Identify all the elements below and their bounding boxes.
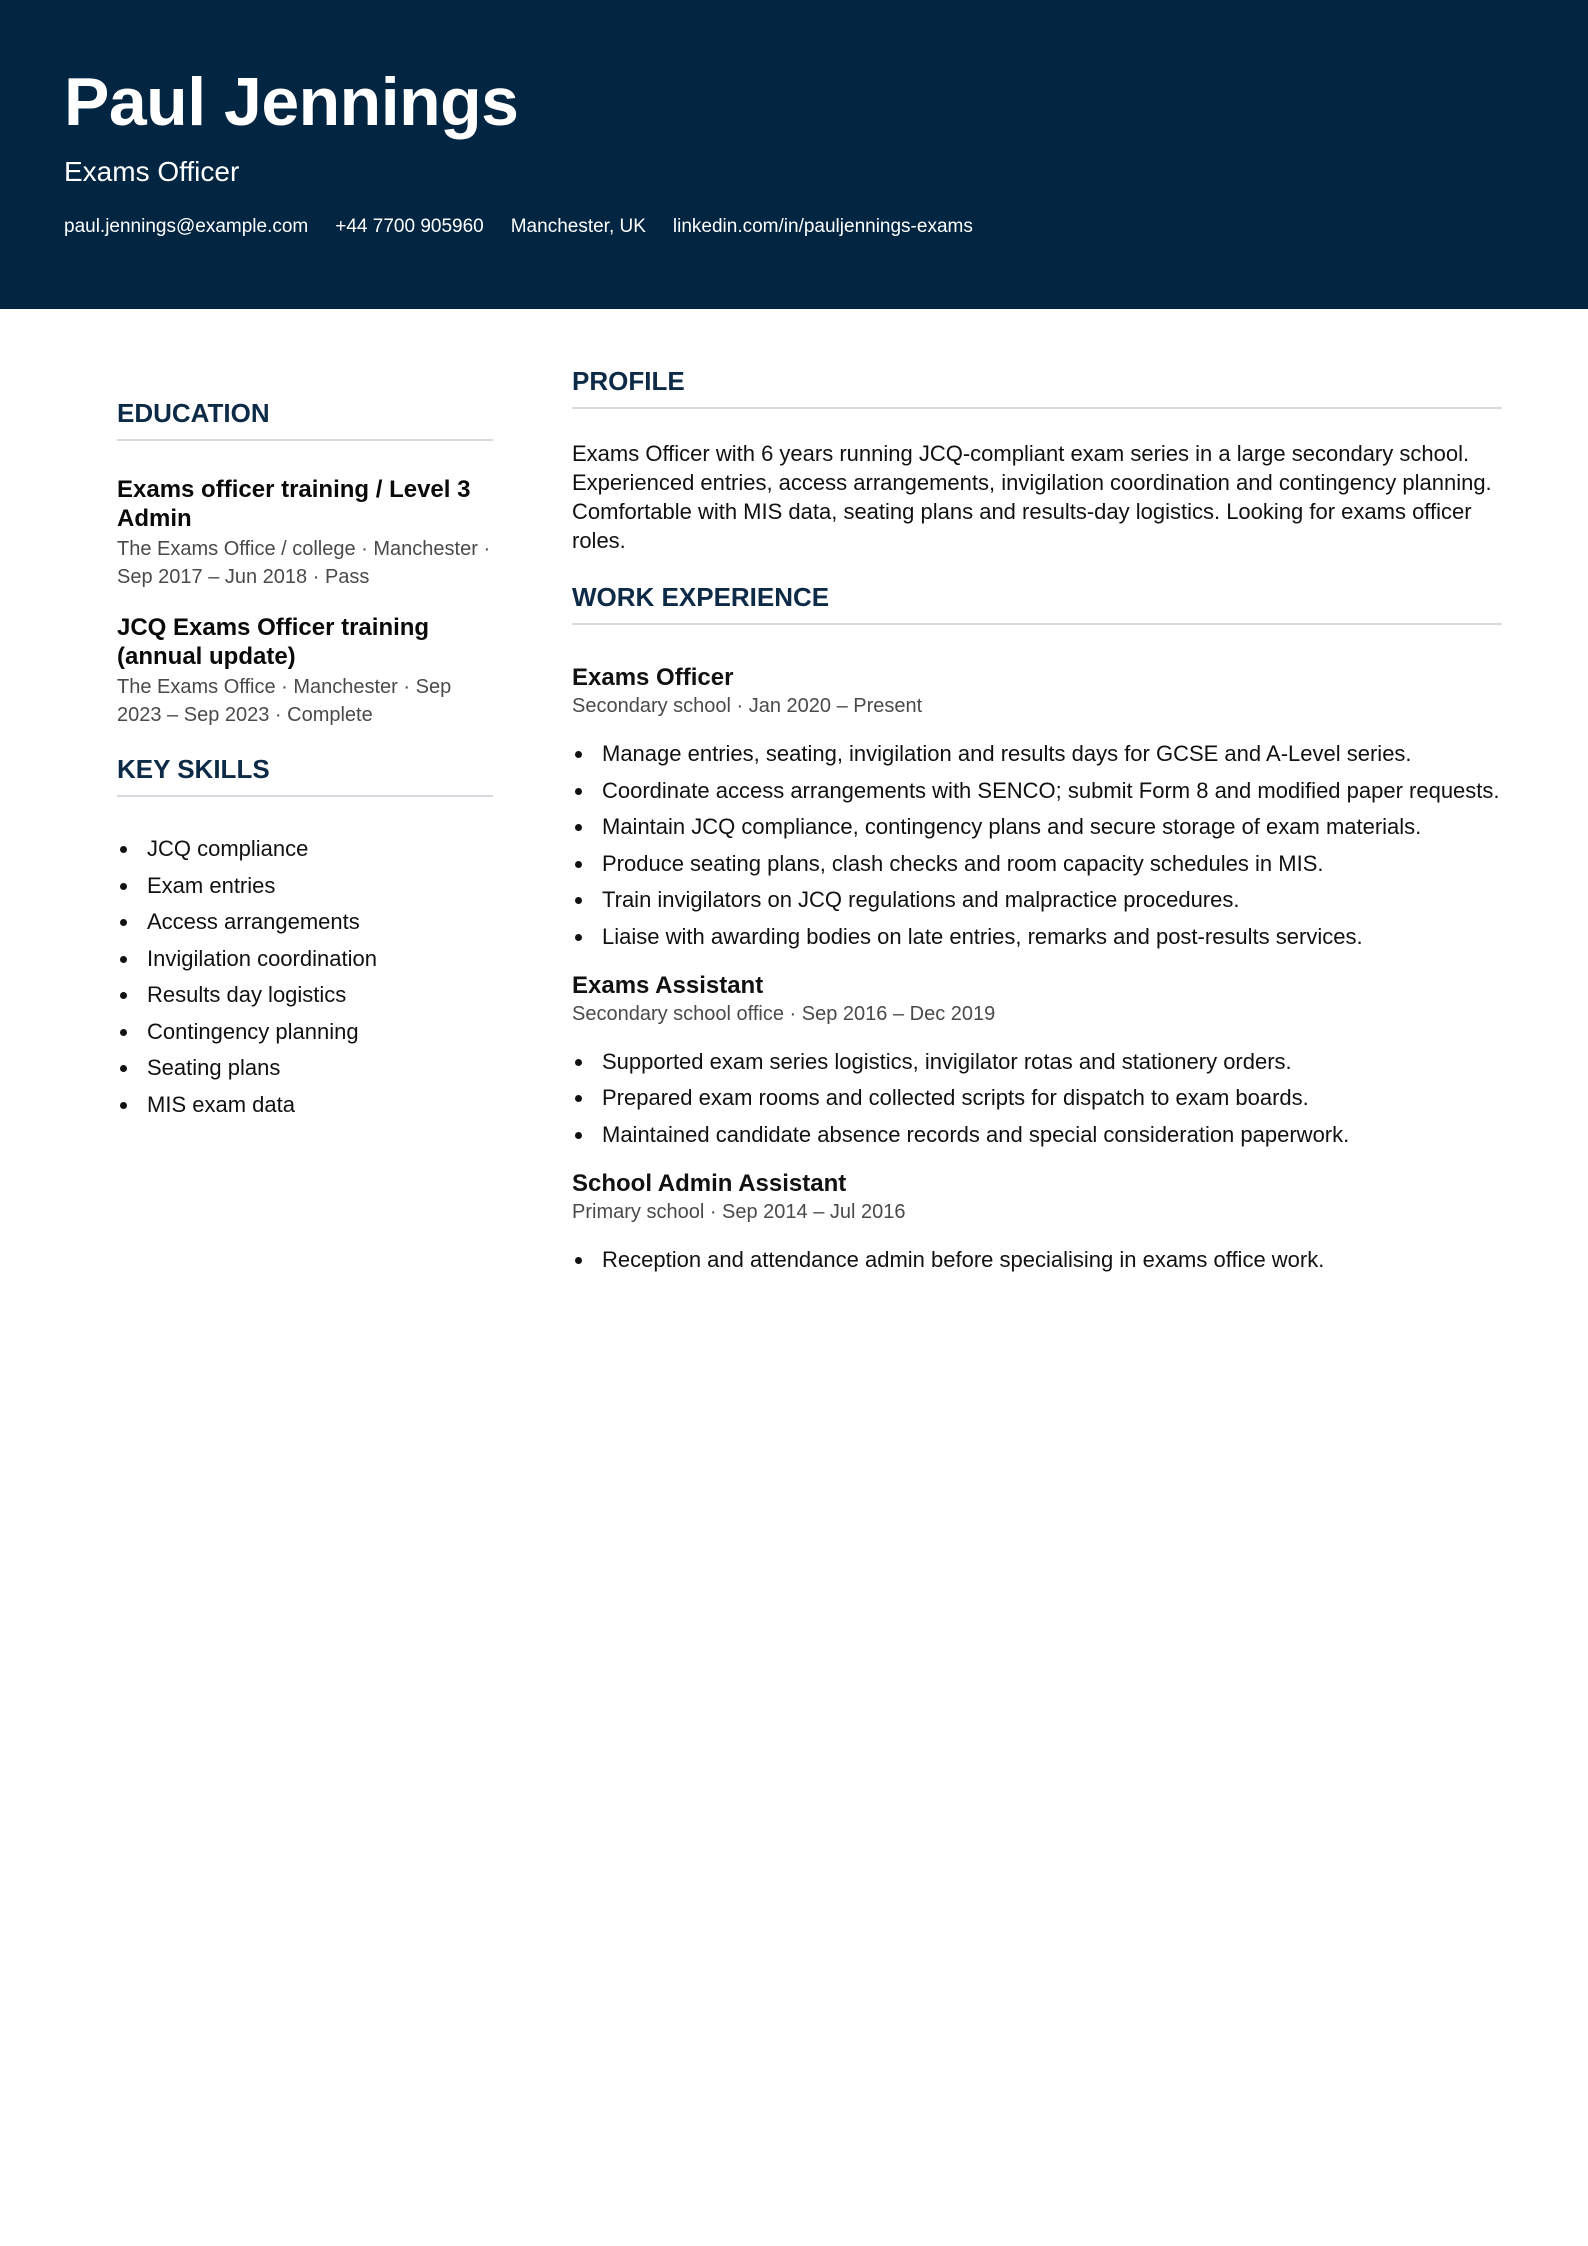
candidate-role: Exams Officer	[64, 156, 240, 187]
right-column	[572, 363, 1502, 1294]
skill-item: Results day logistics	[117, 977, 493, 1014]
skill-item: Invigilation coordination	[117, 941, 493, 978]
contact-email[interactable]: paul.jennings@example.com	[64, 216, 309, 237]
job-meta: Secondary school office · Sep 2016 – Dec 2019	[572, 1002, 996, 1025]
education-section	[117, 395, 493, 729]
job-bullet: Manage entries, seating, invigilation and results days for GCSE and A-Level series.	[572, 739, 1502, 768]
job-bullet: Maintain JCQ compliance, contingency plans and secure storage of exam materials.	[572, 812, 1502, 841]
job-bullet: Supported exam series logistics, invigilator rotas and stationery orders.	[572, 1047, 1502, 1076]
job-entry	[572, 663, 1502, 951]
job-bullet: Maintained candidate absence records and special consideration paperwork.	[572, 1120, 1502, 1149]
contact-phone[interactable]: +44 7700 905960	[335, 216, 484, 237]
work-experience-heading: WORK EXPERIENCE	[572, 579, 1502, 625]
profile-heading: PROFILE	[572, 363, 1502, 409]
job-bullet: Coordinate access arrangements with SENCO; submit Form 8 and modified paper requests.	[572, 776, 1502, 805]
job-meta: Secondary school · Jan 2020 – Present	[572, 695, 923, 717]
work-experience-section	[572, 579, 1502, 1274]
job-bullets	[572, 739, 1502, 951]
job-meta: Primary school · Sep 2014 – Jul 2016	[572, 1200, 906, 1223]
education-meta: The Exams Office · Manchester · Sep 2023 – Sep 2023 · Complete	[117, 676, 452, 726]
job-entry	[572, 1169, 1502, 1274]
job-bullet: Prepared exam rooms and collected scripts for dispatch to exam boards.	[572, 1083, 1502, 1112]
contact-location: Manchester, UK	[510, 216, 646, 237]
skill-item: Access arrangements	[117, 904, 493, 941]
education-item	[117, 475, 493, 591]
job-title: Exams Officer	[572, 664, 734, 691]
education-list	[117, 475, 493, 729]
resume-header	[0, 0, 1588, 309]
skill-item: Exam entries	[117, 868, 493, 905]
skill-item: JCQ compliance	[117, 831, 493, 868]
education-item	[117, 613, 493, 729]
job-bullet: Produce seating plans, clash checks and room capacity schedules in MIS.	[572, 849, 1502, 878]
skills-section	[117, 751, 493, 1123]
contact-line	[64, 214, 973, 240]
contact-linkedin[interactable]: linkedin.com/in/pauljennings-exams	[672, 216, 973, 237]
skills-heading: KEY SKILLS	[117, 751, 493, 797]
left-column	[117, 395, 493, 1123]
skills-list	[117, 831, 493, 1123]
education-title: JCQ Exams Officer training (annual update)	[117, 614, 430, 670]
skill-item: Seating plans	[117, 1050, 493, 1087]
education-title: Exams officer training / Level 3 Admin	[117, 476, 471, 532]
job-list	[572, 663, 1502, 1274]
profile-section	[572, 363, 1502, 555]
job-bullet: Reception and attendance admin before specialising in exams office work.	[572, 1245, 1502, 1274]
job-bullets	[572, 1047, 1502, 1149]
job-title: Exams Assistant	[572, 971, 764, 999]
job-entry	[572, 971, 1502, 1149]
education-meta: The Exams Office / college · Manchester · Sep 2017 – Jun 2018 · Pass	[117, 538, 491, 588]
job-title: School Admin Assistant	[572, 1169, 847, 1197]
job-bullet: Train invigilators on JCQ regulations and malpractice procedures.	[572, 885, 1502, 914]
candidate-name: Paul Jennings	[64, 64, 519, 140]
profile-summary: Exams Officer with 6 years running JCQ-compliant exam series in a large secondary school. Experienced entries, access arrangements, invigilation coordination and contingency planning. Comfortable with MIS data, seating plans and results-day logistics. Looking for exams officer roles.	[572, 441, 1492, 553]
job-bullets	[572, 1245, 1502, 1274]
skill-item: Contingency planning	[117, 1014, 493, 1051]
education-heading: EDUCATION	[117, 395, 493, 441]
job-bullet: Liaise with awarding bodies on late entries, remarks and post-results services.	[572, 922, 1502, 951]
skill-item: MIS exam data	[117, 1087, 493, 1124]
